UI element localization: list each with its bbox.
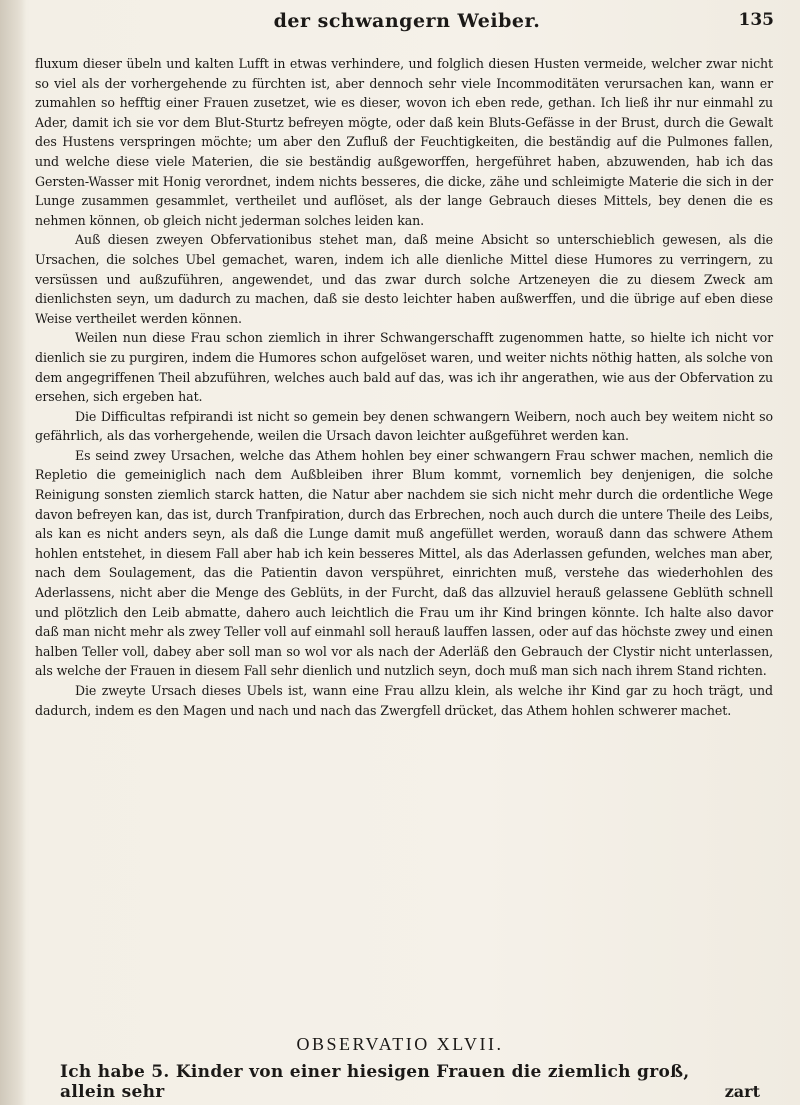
catchword: zart [724,1082,760,1101]
running-title: der schwangern Weiber. [273,10,541,32]
section-first-line: Ich habe 5. Kinder von einer hiesigen Frauen die ziemlich groß, allein sehr [60,1062,690,1102]
page-number: 135 [738,10,774,30]
body-text [35,54,773,720]
page-gutter-shadow [0,0,26,1105]
paragraph: Die Difficultas refpirandi ist nicht so gemein bey denen schwangern Weibern, noch auch bey weitem nicht so gefährlich, als das vorhergehende, weilen die Ursach davon leichter außgeführet werden kan. [35,408,773,444]
section-title: OBSERVATIO XLVII. [296,1034,504,1054]
paragraph: Es seind zwey Ursachen, welche das Athem hohlen bey einer schwangern Frau schwer machen, nemlich die Repletio die gemeiniglich nach dem Außbleiben ihrer Blum kommt, vornemlich bey denjenigen, die solche Reinigung sonsten ziemlich starck hatten, die Natur aber nachdem sie sich nicht mehr durch die ordentliche Wege davon befreyen kan, das ist, durch Tranfpiration, durch das Erbrechen, noch auch durch die untere Theile des Leibs, als kan es nicht anders seyn, als daß die Lunge damit muß angefüllet werden, worauß dann das schwere Athem hohlen entstehet, in diesem Fall aber hab ich kein besseres Mittel, als das Aderlassen gefunden, welches man aber, nach dem Soulagement, das die Patientin davon verspühret, einrichten muß, verstehe das wiederhohlen des Aderlassens, nicht aber die Menge des Geblüts, in der Furcht, daß das allzuviel herauß gelassene Geblüth schnell und plötzlich den Leib abmatte, dahero auch leichtlich die Frau um ihr Kind bringen könnte. Ich halte also davor daß man nicht mehr als zwey Teller voll auf einmahl soll herauß lauffen lassen, oder auf das höchste zwey und einen halben Teller voll, dabey aber soll man so wol vor als nach der Aderläß den Gebrauch der Clystir nicht unterlassen, als welche der Frauen in diesem Fall sehr dienlich und nutzlich seyn, doch muß man sich nach ihrem Stand richten. [35,447,774,679]
paragraph: Auß diesen zweyen Obfervationibus stehet man, daß meine Absicht so unterschieblich gewesen, als die Ursachen, die solches Ubel gemachet, waren, indem ich alle dienliche Mittel diese Humores zu verringern, zu versüssen und außzuführen, angewendet, und das zwar durch solche Artzeneyen die zu diesem Zweck am dienlichsten seyn, um dadurch zu machen, daß sie desto leichter haben außwerffen, und die übrige auf eben diese Weise vertheilet werden können. [35,232,773,326]
page-header [40,10,774,36]
paragraph: Weilen nun diese Frau schon ziemlich in ihrer Schwangerschafft zugenommen hatte, so hielte ich nicht vor dienlich sie zu purgiren, indem die Humores schon aufgelöset waren, und weiter nichts nöthig hatten, als solche von dem angegriffenen Theil abzuführen, welches auch bald auf das, was ich ihr angerathen, wie aus der Obfervation zu ersehen, sich ergeben hat. [35,330,773,405]
paragraph: fluxum dieser übeln und kalten Lufft in etwas verhindere, und folglich diesen Husten vermeide, welcher zwar nicht so viel als der vorhergehende zu fürchten ist, aber dennoch sehr viele Incommoditäten verursachen kan, wann er zumahlen so hefftig einer Frauen zusetzet, wie es dieser, wovon ich eben rede, gethan. Ich ließ ihr nur einmahl zu Ader, damit ich sie vor dem Blut-Sturtz befreyen mögte, oder daß kein Bluts-Gefässe in der Brust, durch die Gewalt des Hustens verspringen möchte; um aber den Zufluß der Feuchtigkeiten, die beständig auf die Pulmones fallen, und welche diese viele Materien, die sie beständig außgeworffen, hergeführet haben, abzuwenden, hab ich das Gersten-Wasser mit Honig verordnet, indem nichts besseres, die dicke, zähe und schleimigte Materie die sich in der Lunge zusammen gesammlet, vertheilet und auflöset, als der lange Gebrauch dieses Mittels, bey denen die es nehmen können, ob gleich nicht jederman solches leiden kan. [35,56,773,228]
paragraph: Die zweyte Ursach dieses Ubels ist, wann eine Frau allzu klein, als welche ihr Kind gar zu hoch trägt, und dadurch, indem es den Magen und nach und nach das Zwergfell drücket, das Athem hohlen schwerer machet. [35,683,773,718]
